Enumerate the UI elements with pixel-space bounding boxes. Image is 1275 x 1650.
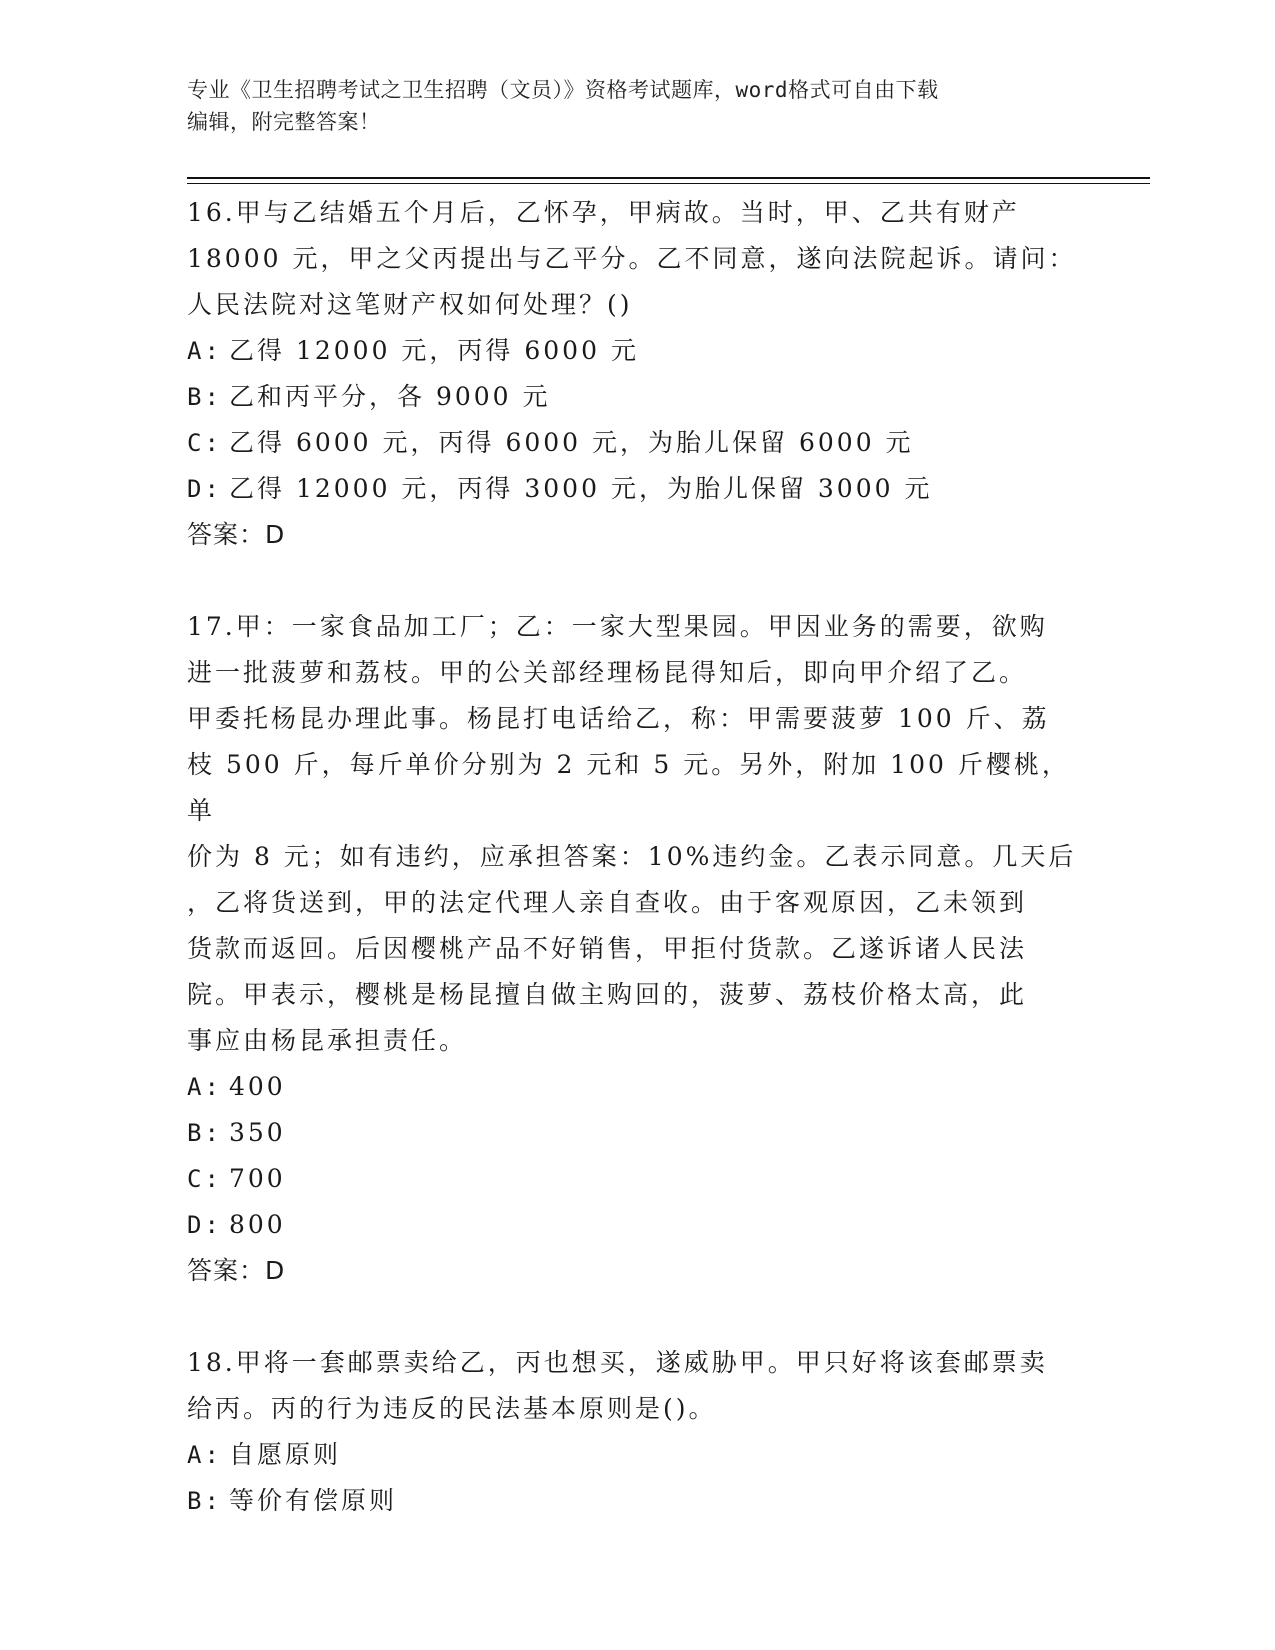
option-letter: A: — [187, 337, 222, 365]
document-header — [187, 74, 1067, 138]
option-c — [187, 1156, 1087, 1202]
answer-label: 答案：D — [187, 520, 286, 549]
option-letter: C: — [187, 1165, 222, 1193]
question-stem — [187, 190, 1087, 328]
option-letter: A: — [187, 1073, 222, 1101]
option-letter: B: — [187, 1119, 222, 1147]
question-line: 给丙。丙的行为违反的民法基本原则是()。 — [187, 1394, 717, 1423]
question-line: 进一批菠萝和荔枝。甲的公关部经理杨昆得知后，即向甲介绍了乙。 — [187, 658, 1028, 687]
option-d — [187, 1202, 1087, 1248]
question-line: 甲委托杨昆办理此事。杨昆打电话给乙，称：甲需要菠萝 100 斤、荔 — [187, 704, 1050, 733]
question-line: 16.甲与乙结婚五个月后，乙怀孕，甲病故。当时，甲、乙共有财产 — [187, 198, 1020, 227]
option-text: 800 — [229, 1210, 286, 1239]
question-line: 院。甲表示，樱桃是杨昆擅自做主购回的，菠萝、荔枝价格太高，此 — [187, 980, 1028, 1009]
option-letter: D: — [187, 1211, 222, 1239]
option-text: 乙和丙平分，各 9000 元 — [229, 382, 551, 411]
option-text: 等价有偿原则 — [229, 1486, 398, 1515]
option-b — [187, 1478, 1087, 1524]
question-16 — [187, 190, 1087, 558]
question-list — [187, 190, 1087, 1524]
option-letter: B: — [187, 383, 222, 411]
option-a — [187, 328, 1087, 374]
option-letter: D: — [187, 475, 222, 503]
question-line: 事应由杨昆承担责任。 — [187, 1026, 468, 1055]
option-c — [187, 420, 1087, 466]
question-line: 价为 8 元；如有违约，应承担答案：10%违约金。乙表示同意。几天后 — [187, 842, 1077, 871]
option-b — [187, 1110, 1087, 1156]
question-line: 人民法院对这笔财产权如何处理？() — [187, 290, 633, 319]
header-line-2: 编辑，附完整答案！ — [187, 110, 381, 134]
option-text: 自愿原则 — [229, 1440, 342, 1469]
option-letter: B: — [187, 1487, 222, 1515]
question-line: 货款而返回。后因樱桃产品不好销售，甲拒付货款。乙遂诉诸人民法 — [187, 934, 1028, 963]
question-17 — [187, 604, 1087, 1294]
question-stem — [187, 604, 1087, 1064]
question-line: 17.甲：一家食品加工厂；乙：一家大型果园。甲因业务的需要，欲购 — [187, 612, 1048, 641]
question-line: 枝 500 斤，每斤单价分别为 2 元和 5 元。另外，附加 100 斤樱桃，单 — [187, 750, 1070, 825]
option-text: 乙得 12000 元，丙得 3000 元，为胎儿保留 3000 元 — [229, 474, 933, 503]
option-b — [187, 374, 1087, 420]
option-text: 350 — [229, 1118, 286, 1147]
option-text: 700 — [229, 1164, 286, 1193]
answer-label: 答案：D — [187, 1256, 286, 1285]
option-letter: A: — [187, 1441, 222, 1469]
header-divider-thick — [187, 177, 1150, 179]
question-line: ，乙将货送到，甲的法定代理人亲自查收。由于客观原因，乙未领到 — [187, 888, 1028, 917]
question-18 — [187, 1340, 1087, 1524]
spacer — [187, 1294, 1087, 1340]
header-line-1: 专业《卫生招聘考试之卫生招聘（文员）》资格考试题库，word格式可自由下载 — [187, 78, 939, 102]
option-text: 乙得 12000 元，丙得 6000 元 — [229, 336, 639, 365]
option-d — [187, 466, 1087, 512]
option-letter: C: — [187, 429, 222, 457]
spacer — [187, 558, 1087, 604]
option-a — [187, 1064, 1087, 1110]
question-stem — [187, 1340, 1087, 1432]
question-line: 18.甲将一套邮票卖给乙，丙也想买，遂威胁甲。甲只好将该套邮票卖 — [187, 1348, 1048, 1377]
option-text: 400 — [229, 1072, 286, 1101]
question-line: 18000 元，甲之父丙提出与乙平分。乙不同意，遂向法院起诉。请问： — [187, 244, 1077, 273]
header-divider-thin — [187, 183, 1150, 184]
option-a — [187, 1432, 1087, 1478]
option-text: 乙得 6000 元，丙得 6000 元，为胎儿保留 6000 元 — [229, 428, 914, 457]
